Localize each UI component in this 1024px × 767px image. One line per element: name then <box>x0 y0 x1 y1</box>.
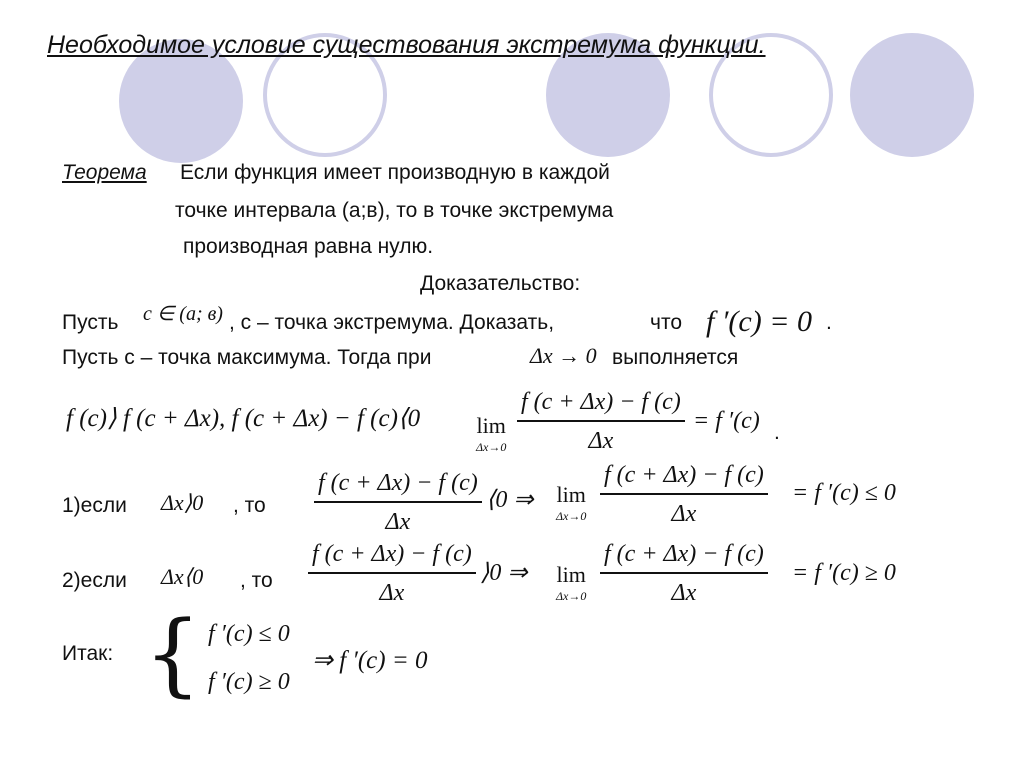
case1-lim-denominator: Δx <box>671 501 697 527</box>
proof-heading: Доказательство: <box>420 272 581 295</box>
case1-lim-subscript: Δx→0 <box>556 509 587 523</box>
theorem-line-3: производная равна нулю. <box>183 235 434 258</box>
case2-numerator: f (c + Δx) − f (c) <box>312 541 472 567</box>
so-label: Итак: <box>62 642 114 665</box>
system-line-2: f ′(c) ≥ 0 <box>208 669 290 695</box>
case1-fraction <box>314 470 482 536</box>
case2-lim-fraction <box>600 541 768 607</box>
fulfilled-text: выполняется <box>612 346 739 369</box>
case2-lim <box>556 562 586 604</box>
slide-title: Необходимое условие существования экстремума функции. <box>47 31 766 59</box>
case2-result: = f ′(c) ≥ 0 <box>792 560 896 586</box>
decor-circle-filled-3 <box>850 33 974 157</box>
case1-lim <box>556 482 586 524</box>
left-brace: { <box>144 602 202 707</box>
theorem-label: Теорема <box>62 161 147 184</box>
case1-sign: ⟨0 ⇒ <box>486 487 534 513</box>
what-word: что <box>650 311 683 334</box>
case2-lim-subscript: Δx→0 <box>556 589 587 603</box>
case1-to: , то <box>233 494 266 517</box>
limit-dot: . <box>774 421 780 444</box>
case2-sign: ⟩0 ⇒ <box>480 560 528 586</box>
lim-subscript: Δx→0 <box>476 440 507 454</box>
case1-lim-numerator: f (c + Δx) − f (c) <box>604 462 764 488</box>
derivative-fraction <box>517 389 685 455</box>
let-set-formula: c ∈ (a; в) <box>143 303 223 325</box>
equals-fprime: = f ′(c) <box>693 408 760 434</box>
case2-fraction <box>308 541 476 607</box>
case1-result: = f ′(c) ≤ 0 <box>792 480 896 506</box>
case2-to: , то <box>240 569 273 592</box>
case2-condition: Δx⟨0 <box>161 564 204 589</box>
case2-label: 2)если <box>62 569 127 592</box>
let-word: Пусть <box>62 311 119 334</box>
case1-lim-fraction <box>600 462 768 528</box>
let-rest-text: , с – точка экстремума. Доказать, <box>229 311 555 334</box>
case2-denominator: Δx <box>379 580 405 606</box>
case1-denominator: Δx <box>385 509 411 535</box>
case1-numerator: f (c + Δx) − f (c) <box>318 470 478 496</box>
case2-lim-numerator: f (c + Δx) − f (c) <box>604 541 764 567</box>
theorem-line-1: Если функция имеет производную в каждой <box>180 161 610 184</box>
conclusion-formula: ⇒ f ′(c) = 0 <box>312 647 428 674</box>
lim-operator <box>476 413 506 455</box>
goal-formula: f ′(c) = 0 <box>706 305 812 338</box>
case1-lim-word: lim <box>556 482 586 507</box>
inequality-chain: f (c)⟩ f (c + Δx), f (c + Δx) − f (c)⟨0 <box>66 405 421 432</box>
case2-lim-word: lim <box>556 562 586 587</box>
delta-to-zero: Δx → 0 <box>530 343 597 368</box>
theorem-line-2: точке интервала (а;в), то в точке экстремума <box>175 199 614 222</box>
system-line-1: f ′(c) ≤ 0 <box>208 621 290 647</box>
lim-word: lim <box>476 413 506 438</box>
goal-dot: . <box>826 311 832 334</box>
case1-condition: Δx⟩0 <box>161 490 204 515</box>
maximum-text: Пусть с – точка максимума. Тогда при <box>62 346 432 369</box>
case2-lim-denominator: Δx <box>671 580 697 606</box>
fraction-numerator: f (c + Δx) − f (c) <box>521 389 681 415</box>
fraction-denominator: Δx <box>588 428 614 454</box>
case1-label: 1)если <box>62 494 127 517</box>
